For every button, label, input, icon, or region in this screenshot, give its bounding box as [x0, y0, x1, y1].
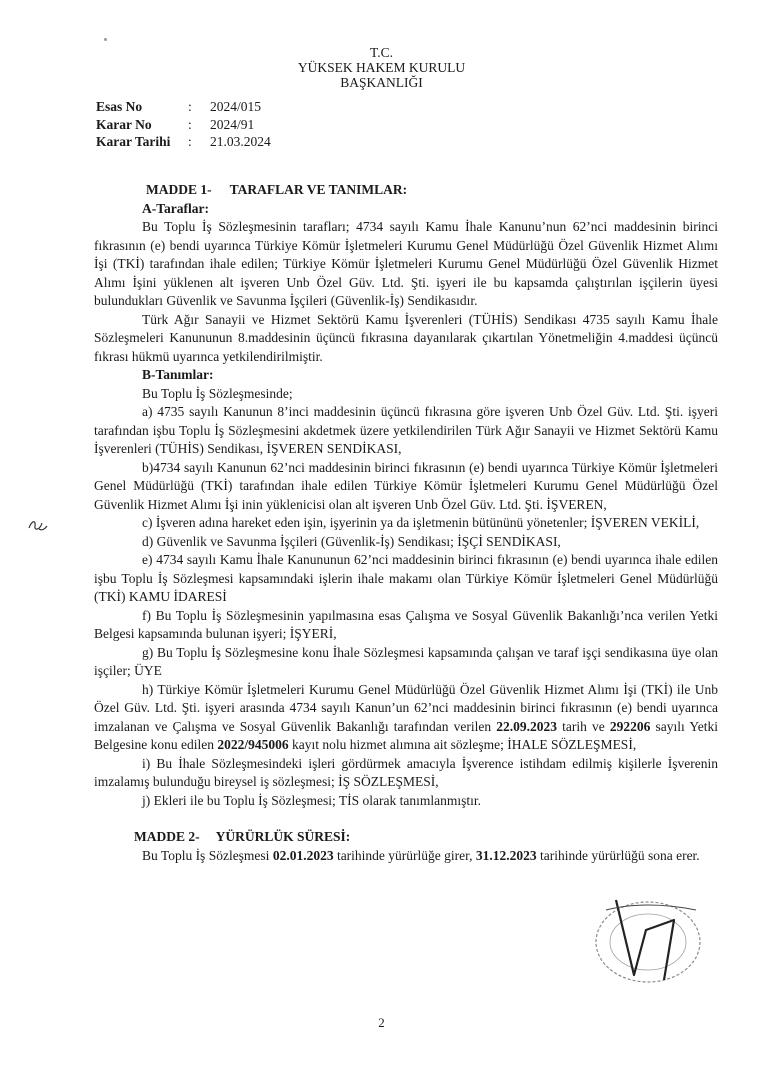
header-line-presidency: BAŞKANLIĞI [340, 75, 423, 90]
definition-g: g) Bu Toplu İş Sözleşmesine konu İhale Sözleşmesi kapsamında çalışan ve taraf işçi sendikasına üye olan işçiler; ÜYE [94, 644, 718, 678]
definition-f: f) Bu Toplu İş Sözleşmesinin yapılmasına esas Çalışma ve Sosyal Güvenlik Bakanlığı’nca verilen Yetki Belgesi kapsamında bulunan işyeri; İŞYERİ, [94, 607, 718, 641]
scan-speck [104, 38, 107, 41]
definition-h-record: 2022/945006 [217, 737, 289, 752]
document-header [0, 45, 763, 90]
definition-h-date: 22.09.2023 [496, 718, 557, 734]
header-line-institution: YÜKSEK HAKEM KURULU [297, 60, 466, 75]
definition-h-text-1: h) Türkiye Kömür İşletmeleri Kurumu Genel Müdürlüğü Özel Güvenlik Hizmet Alımı İşi (TKİ) ile Unb Özel Güv. Ltd. Şti. işyeri arasında 4734 sayılı Kanun’un 62’nci maddesinin birinci fıkrasının (e) bendi uyarınca imzalanan ve Çalışma ve Sosyal Güvenlik Bakanlığı tarafından verilen [94, 681, 718, 734]
yururluk-start-date: 02.01.2023 [272, 847, 334, 863]
taraflar-paragraph-2: Türk Ağır Sanayii ve Hizmet Sektörü Kamu İşverenleri (TÜHİS) Sendikası 4735 sayılı Kamu İhale Sözleşmeleri Kanununun 8.maddesinin üçüncü fıkrasına dayanılarak çıkartılan Yönetmeliğin 4.maddesi üçüncü fıkrası hükmü uyarınca yetkilendirilmiştir. [94, 311, 718, 364]
yururluk-text-1: Bu Toplu İş Sözleşmesi [142, 847, 273, 863]
karar-row [96, 116, 271, 134]
definition-h-text-2: tarih ve [557, 718, 610, 734]
page-number: 2 [378, 1015, 385, 1030]
yururluk-text-2: tarihinde yürürlüğe girer, [333, 847, 476, 863]
madde1-title: TARAFLAR VE TANIMLAR: [229, 182, 408, 197]
margin-initial-mark [26, 514, 50, 536]
esas-row [96, 98, 271, 116]
yururluk-paragraph [94, 847, 718, 866]
madde2-number: MADDE 2- [134, 829, 200, 844]
definition-d: d) Güvenlik ve Savunma İşçileri (Güvenlik-İş) Sendikası; İŞÇİ SENDİKASI, [142, 533, 561, 549]
taraflar-heading: A-Taraflar: [142, 200, 209, 216]
header-line-tc: T.C. [370, 45, 393, 60]
madde1-heading [94, 181, 718, 200]
definition-h-number: 292206 [609, 718, 651, 734]
case-metadata [96, 98, 271, 151]
document-body [94, 181, 718, 865]
karar-value: 2024/91 [210, 116, 255, 132]
tanimlar-heading: B-Tanımlar: [142, 367, 214, 382]
official-stamp-signature [576, 880, 726, 990]
definition-e: e) 4734 sayılı Kamu İhale Kanununun 62’nci maddesinin birinci fıkrasının (e) bendi uyarınca ihale edilen işbu Toplu İş Sözleşmesi kapsamındaki işlerin ihale makamı olan Türkiye Kömür İşletmeleri Genel Müdürlüğü (TKİ) KAMU İDARESİ [94, 552, 718, 604]
definition-a: a) 4735 sayılı Kanunun 8’inci maddesinin üçüncü fıkrasına göre işveren Unb Özel Güv. Ltd. Şti. işyeri tarafından işbu Toplu İş Sözleşmesini akdetmek üzere yetkilendirilen Türk Ağır Sanayii ve Hizmet Sektörü Kamu İşverenleri (TÜHİS) Sendikası, İŞVEREN SENDİKASI, [94, 404, 718, 456]
karar-separator: : [188, 116, 192, 132]
taraflar-paragraph-1: Bu Toplu İş Sözleşmesinin tarafları; 4734 sayılı Kamu İhale Kanunu’nun 62’nci maddesinin birinci fıkrasının (e) bendi uyarınca Türkiye Kömür İşletmeleri Kurumu Genel Müdürlüğü Özel Güvenlik Hizmet Alımı İşi (TKİ) tarafından ihale edilen; Türkiye Kömür İşletmeleri Kurumu Genel Müdürlüğü Özel Güvenlik Hizmet Alımı İşini yüklenen alt işveren Unb Özel Güv. Ltd. Şti. işyeri ile bu kapsamda çalıştırılan işçilerin üyesi bulundukları Güvenlik ve Savunma İşçileri (Güvenlik-İş) Sendikasıdır. [94, 219, 718, 308]
definition-j: j) Ekleri ile bu Toplu İş Sözleşmesi; TİS olarak tanımlanmıştır. [142, 792, 482, 808]
tarih-separator: : [188, 134, 192, 149]
definition-h [94, 681, 718, 755]
madde2-title: YÜRÜRLÜK SÜRESİ: [215, 829, 351, 844]
esas-label: Esas No [96, 99, 143, 114]
esas-separator: : [188, 99, 192, 114]
definition-b: b)4734 sayılı Kanunun 62’nci maddesinin birinci fıkrasının (e) bendi uyarınca Türkiye Kömür İşletmeleri Genel Müdürlüğü (TKİ) tarafından ihale edilen Türkiye Kömür İşletmeleri Kurumu Genel Müdürlüğü Özel Güvenlik Hizmet Alımı İşi inin yüklenicisi olan alt işveren Unb Özel Güv. Ltd. Şti. İŞVEREN, [94, 459, 718, 512]
tarih-value: 21.03.2024 [210, 134, 271, 149]
definition-h-text-3: sayılı Yetki Belgesine konu edilen [94, 718, 718, 752]
definition-i: i) Bu İhale Sözleşmesindeki işleri gördürmek amacıyla İşverence istihdam edilmiş kişilerle İşverenin imzalamış bulunduğu bireysel iş sözleşmesi; İŞ SÖZLEŞMESİ, [94, 755, 718, 789]
esas-value: 2024/015 [210, 99, 262, 114]
karar-label: Karar No [96, 116, 152, 132]
yururluk-text-3: tarihinde yürürlüğü sona erer. [536, 847, 700, 863]
tanimlar-intro: Bu Toplu İş Sözleşmesinde; [142, 385, 293, 401]
definition-h-text-4: kayıt nolu hizmet alımına ait sözleşme; İHALE SÖZLEŞMESİ, [288, 737, 637, 752]
madde2-heading [94, 828, 718, 847]
tarih-label: Karar Tarihi [96, 134, 171, 149]
madde1-number: MADDE 1- [146, 182, 212, 197]
yururluk-end-date: 31.12.2023 [475, 847, 537, 863]
tarih-row [96, 133, 271, 151]
definition-c: c) İşveren adına hareket eden işin, işyerinin ya da işletmenin bütününü yönetenler; İŞVEREN VEKİLİ, [142, 515, 700, 530]
